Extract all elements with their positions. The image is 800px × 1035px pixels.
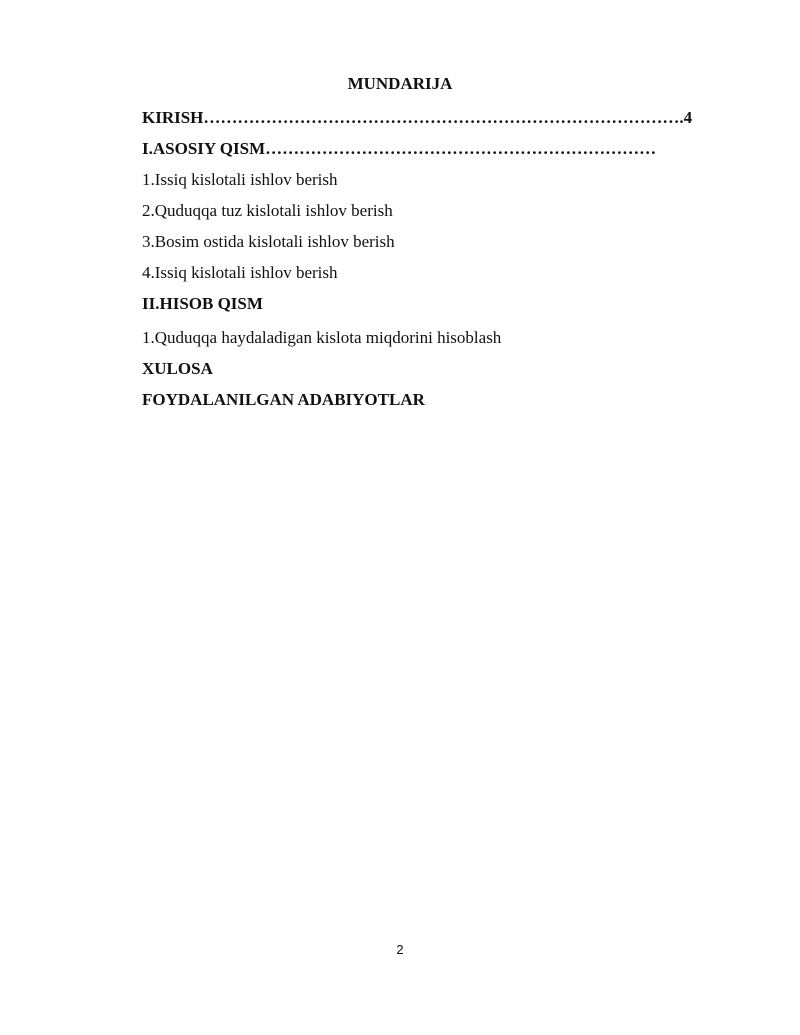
toc-entry-section-1: 1.Issiq kislotali ishlov berish [142, 170, 338, 189]
toc-entry-adabiyotlar: FOYDALANILGAN ADABIYOTLAR [142, 390, 425, 409]
toc-entry-kirish: KIRISH………………………………………………………………………….4 [142, 108, 693, 127]
page-title: MUNDARIJA [347, 74, 453, 93]
toc-entry-asosiy-qism: I.ASOSIY QISM…………………………………………………………… [142, 139, 657, 158]
table-of-contents [142, 102, 742, 415]
toc-entry-section-4: 4.Issiq kislotali ishlov berish [142, 263, 338, 282]
toc-entry-hisob-section-1: 1.Quduqqa haydaladigan kislota miqdorini hisoblash [142, 328, 502, 347]
toc-entry-xulosa: XULOSA [142, 359, 213, 378]
page-number: 2 [396, 942, 404, 957]
toc-entry-section-3: 3.Bosim ostida kislotali ishlov berish [142, 232, 395, 251]
toc-entry-section-2: 2.Quduqqa tuz kislotali ishlov berish [142, 201, 393, 220]
toc-entry-hisob-qism: II.HISOB QISM [142, 294, 263, 313]
